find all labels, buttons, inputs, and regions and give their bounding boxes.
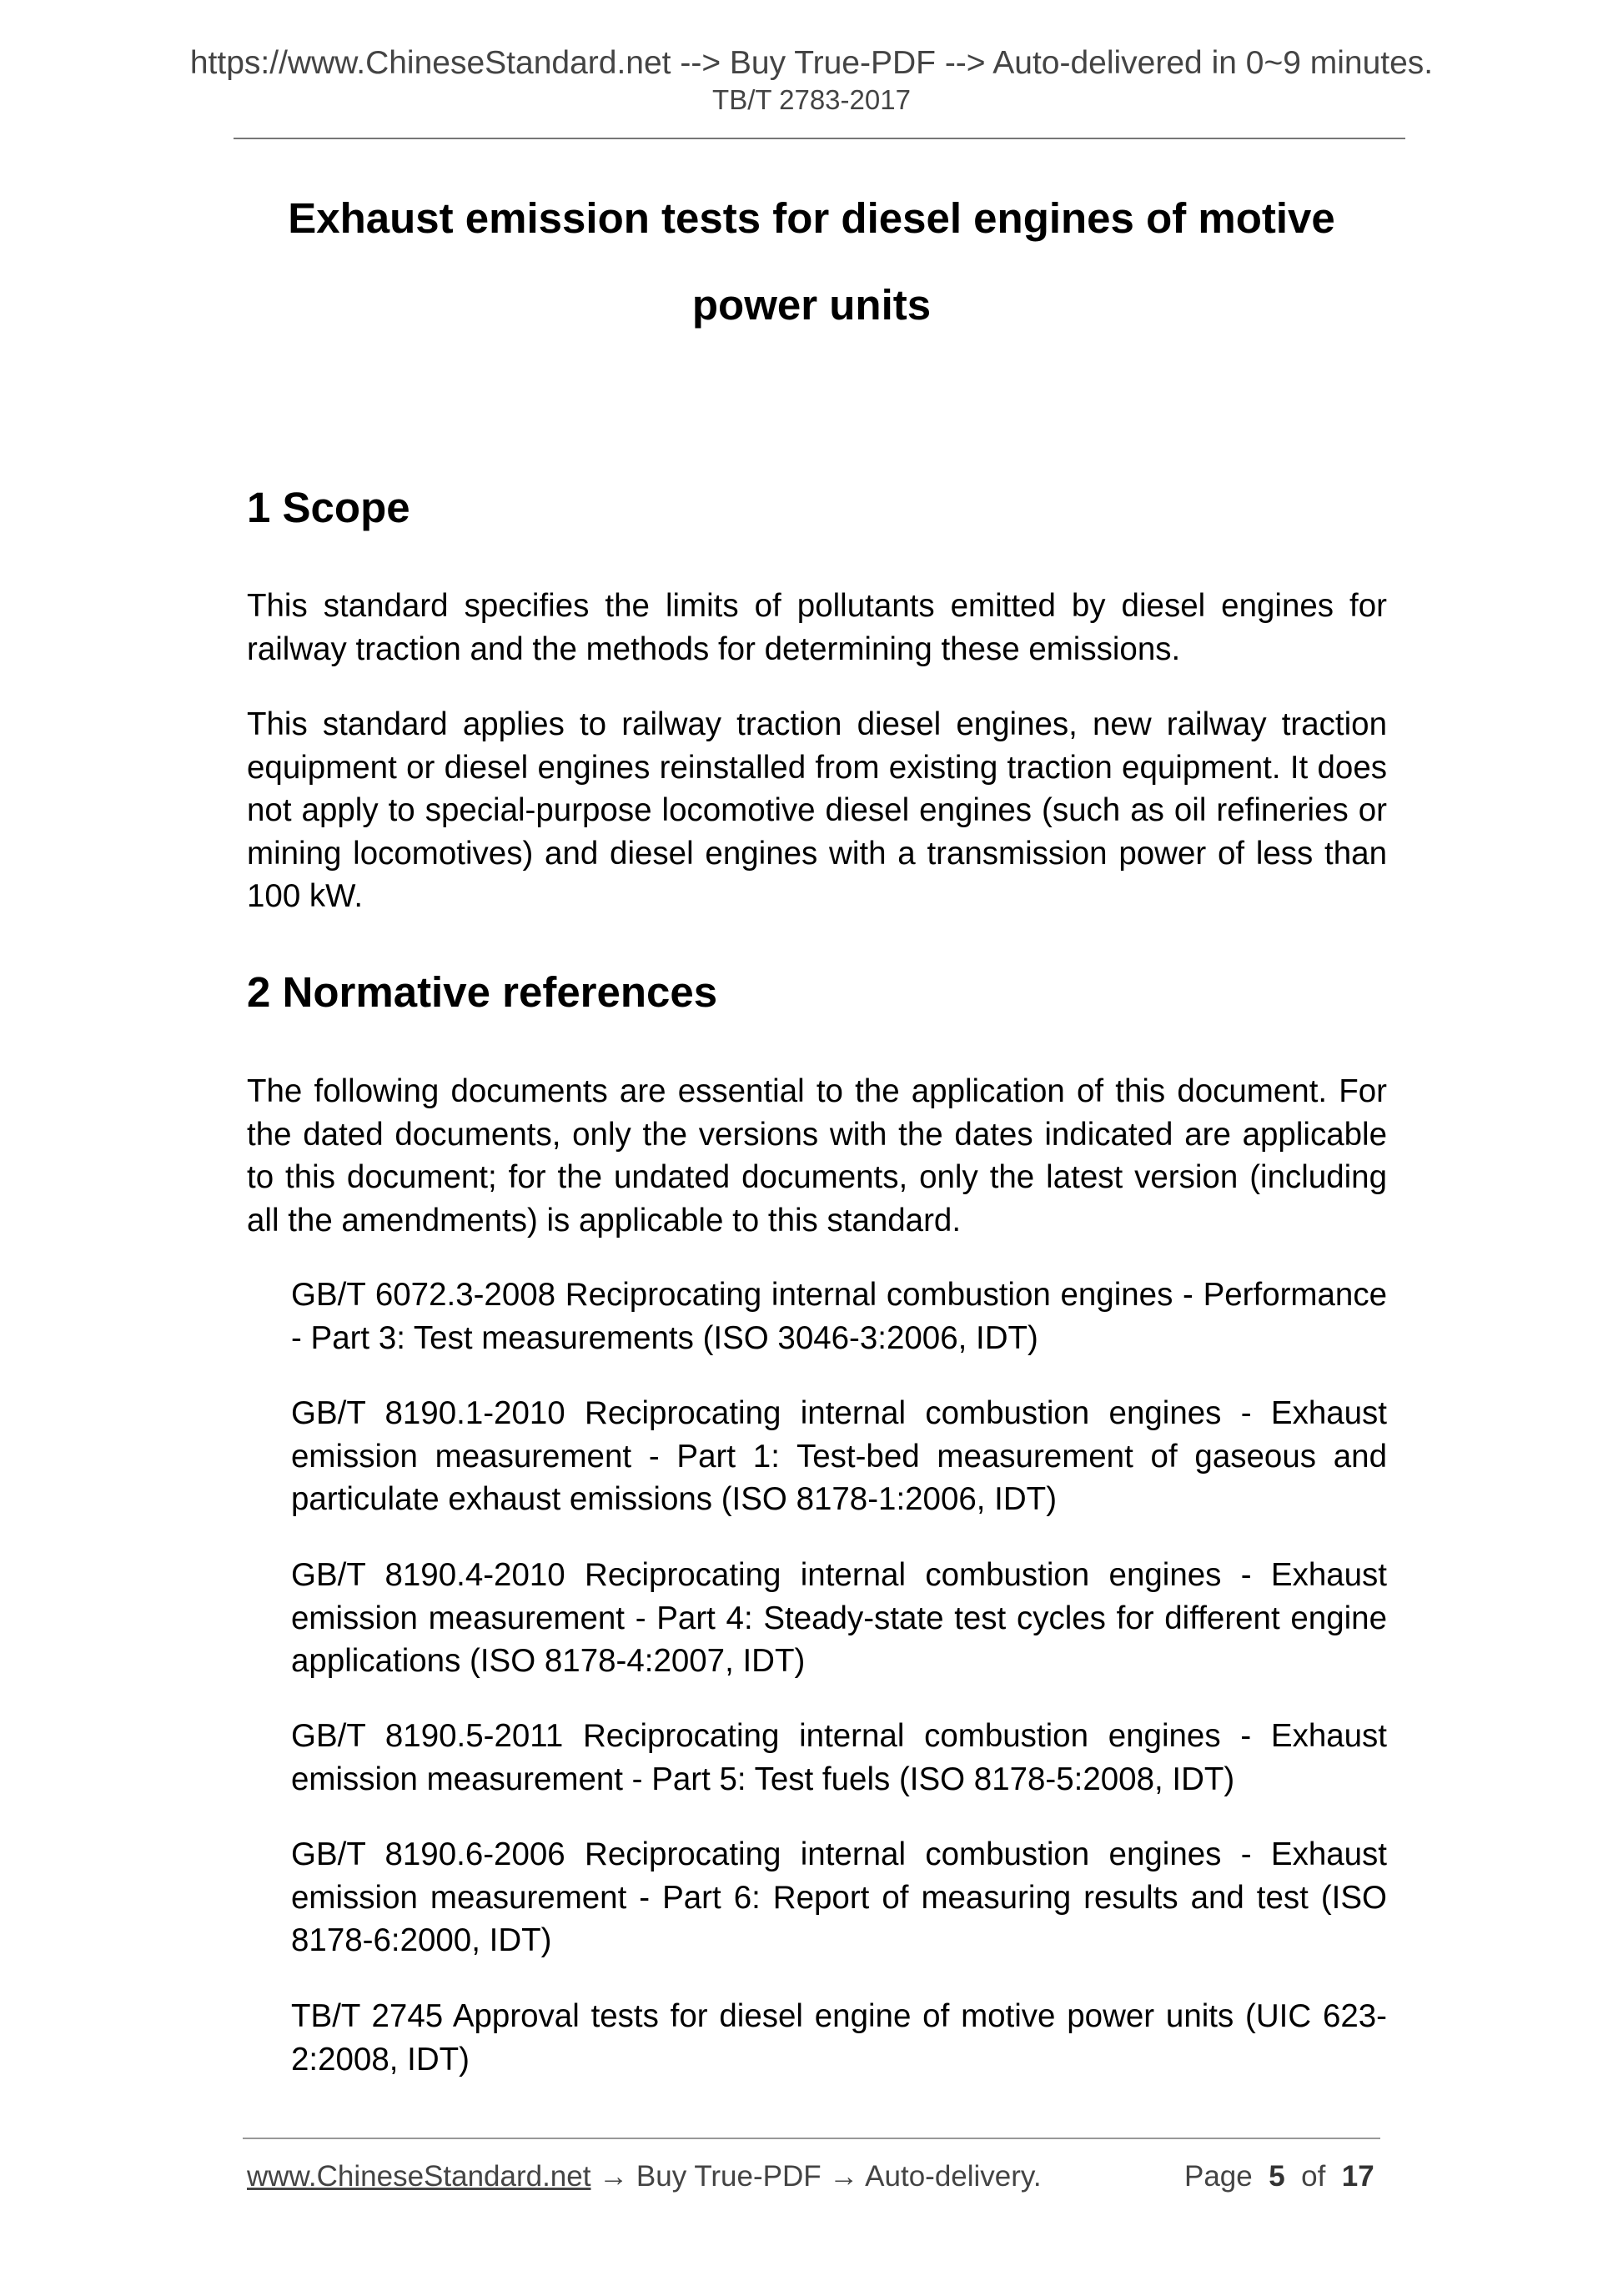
reference-item-gbt-6072-3: GB/T 6072.3-2008 Reciprocating internal combustion engines - Performance - Part 3: Test measurements (ISO 3046-3:2006, IDT) [291, 1277, 1387, 1356]
document-title-line-2: power units [691, 281, 932, 329]
reference-item-gbt-8190-6: GB/T 8190.6-2006 Reciprocating internal combustion engines - Exhaust emission measurement - Part 6: Report of measuring results and test (ISO 8178-6:2000, IDT) [291, 1836, 1387, 1958]
document-number: TB/T 2783-2017 [712, 84, 911, 115]
reference-item-tbt-2745: TB/T 2745 Approval tests for diesel engine of motive power units (UIC 623-2:2008, IDT) [291, 1998, 1387, 2077]
scope-paragraph-2: This standard applies to railway traction diesel engines, new railway traction equipment or diesel engines reinstalled from existing traction equipment. It does not apply to special-purpose locomotive diesel engines (such as oil refineries or mining locomotives) and diesel engines with a transmission power of less than 100 kW. [247, 706, 1387, 914]
page-indicator [1184, 2158, 1374, 2195]
page-word: Page [1184, 2160, 1253, 2193]
normative-references-intro: The following documents are essential to the application of this document. For the dated documents, only the versions with the dates indicated are applicable to this document; for the undated documents, only the latest version (including all the amendments) is applicable to this standard. [247, 1073, 1387, 1238]
source-banner: https://www.ChineseStandard.net --> Buy True-PDF --> Auto-delivered in 0~9 minutes. [189, 45, 1434, 81]
of-word: of [1301, 2160, 1326, 2193]
section-heading-normative-references: 2 Normative references [247, 968, 718, 1016]
document-title-line-1: Exhaust emission tests for diesel engines of motive [288, 194, 1335, 242]
reference-item-gbt-8190-4: GB/T 8190.4-2010 Reciprocating internal combustion engines - Exhaust emission measurement - Part 4: Steady-state test cycles for different engine applications (ISO 8178-4:2007, IDT) [291, 1557, 1387, 1679]
header-divider [234, 138, 1405, 139]
current-page-number: 5 [1269, 2160, 1285, 2193]
footer-source [247, 2158, 1042, 2195]
total-page-count: 17 [1341, 2160, 1374, 2193]
section-heading-scope: 1 Scope [247, 484, 410, 531]
footer-divider [243, 2138, 1380, 2139]
reference-item-gbt-8190-1: GB/T 8190.1-2010 Reciprocating internal combustion engines - Exhaust emission measurement - Part 1: Test-bed measurement of gaseous and particulate exhaust emissions (ISO 8178-1:2006, IDT) [291, 1395, 1387, 1517]
scope-paragraph-1: This standard specifies the limits of pollutants emitted by diesel engines for railway traction and the methods for determining these emissions. [247, 588, 1387, 667]
footer-tagline: → Buy True-PDF → Auto-delivery. [590, 2160, 1042, 2193]
footer-site-link[interactable]: www.ChineseStandard.net [247, 2160, 591, 2193]
reference-item-gbt-8190-5: GB/T 8190.5-2011 Reciprocating internal combustion engines - Exhaust emission measurement - Part 5: Test fuels (ISO 8178-5:2008, IDT) [291, 1718, 1387, 1797]
